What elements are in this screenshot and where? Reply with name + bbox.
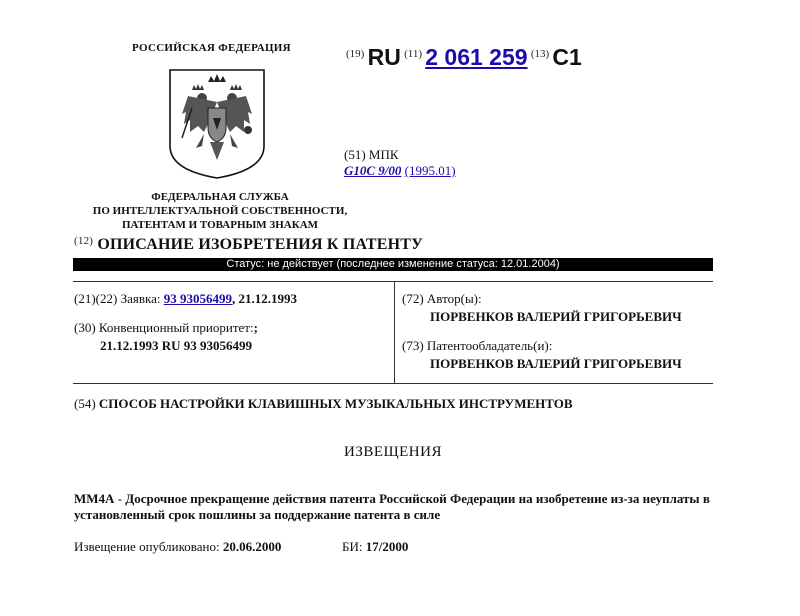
application-date: , 21.12.1993 — [231, 291, 297, 306]
notice-bulletin — [342, 539, 408, 555]
patent-number-line — [346, 44, 582, 71]
document-title-text: ОПИСАНИЕ ИЗОБРЕТЕНИЯ К ПАТЕНТУ — [97, 236, 424, 253]
application-label: (21)(22) Заявка: — [74, 291, 161, 306]
divider — [73, 281, 713, 282]
inid-code-19: (19) — [346, 48, 365, 60]
notice-text: Досрочное прекращение действия патента Российской Федерации на изобретение из-за неуплаты в установленный срок пошлины за поддержание патента в силе — [74, 491, 710, 522]
agency-line: ПАТЕНТАМ И ТОВАРНЫМ ЗНАКАМ — [121, 219, 319, 231]
invention-title — [74, 396, 573, 412]
holder-label: (73) Патентообладатель(и): — [402, 338, 553, 353]
agency-name — [70, 190, 370, 232]
notices-heading: ИЗВЕЩЕНИЯ — [344, 444, 442, 460]
holder-name: ПОРВЕНКОВ ВАЛЕРИЙ ГРИГОРЬЕВИЧ — [430, 356, 682, 371]
ipc-block — [344, 147, 456, 179]
notice-code: MM4A — [74, 491, 115, 506]
application-field — [74, 291, 297, 307]
author-name: ПОРВЕНКОВ ВАЛЕРИЙ ГРИГОРЬЕВИЧ — [430, 309, 682, 324]
ipc-label: (51) МПК — [344, 147, 399, 162]
priority-value: 21.12.1993 RU 93 93056499 — [100, 338, 253, 353]
notice-separator: - — [114, 491, 126, 506]
author-label: (72) Автор(ы): — [402, 291, 482, 306]
divider — [394, 281, 395, 383]
agency-line: ФЕДЕРАЛЬНАЯ СЛУЖБА — [151, 191, 289, 203]
ipc-code-link[interactable]: G10C 9/00 — [344, 163, 402, 178]
kind-code: C1 — [552, 44, 582, 70]
country-name: РОССИЙСКАЯ ФЕДЕРАЦИЯ — [132, 42, 291, 54]
inid-code-12: (12) — [74, 235, 94, 247]
ipc-version-link[interactable]: (1995.01) — [404, 163, 456, 178]
published-date: 20.06.2000 — [222, 539, 282, 554]
priority-label: (30) Конвенционный приоритет: — [74, 320, 254, 335]
divider — [73, 383, 713, 384]
notice-entry — [74, 491, 714, 523]
status-bar: Статус: не действует (последнее изменение статуса: 12.01.2004) — [73, 258, 713, 271]
notice-published — [74, 539, 281, 555]
published-label: Извещение опубликовано: — [74, 539, 223, 554]
priority-suffix: ; — [253, 320, 258, 335]
patent-number-link[interactable]: 2 061 259 — [425, 44, 528, 70]
priority-field — [74, 320, 258, 336]
bulletin-value: 17/2000 — [365, 539, 409, 554]
agency-line: ПО ИНТЕЛЛЕКТУАЛЬНОЙ СОБСТВЕННОСТИ, — [92, 205, 348, 217]
invention-title-text: СПОСОБ НАСТРОЙКИ КЛАВИШНЫХ МУЗЫКАЛЬНЫХ ИНСТРУМЕНТОВ — [98, 396, 573, 411]
inid-code-54: (54) — [74, 396, 96, 411]
coat-of-arms-icon — [168, 68, 266, 180]
document-title — [74, 235, 423, 254]
inid-code-13: (13) — [530, 48, 550, 60]
inid-code-11: (11) — [404, 48, 422, 60]
country-code: RU — [367, 44, 401, 70]
application-number-link[interactable]: 93 93056499 — [163, 291, 232, 306]
bulletin-label: БИ: — [342, 539, 366, 554]
